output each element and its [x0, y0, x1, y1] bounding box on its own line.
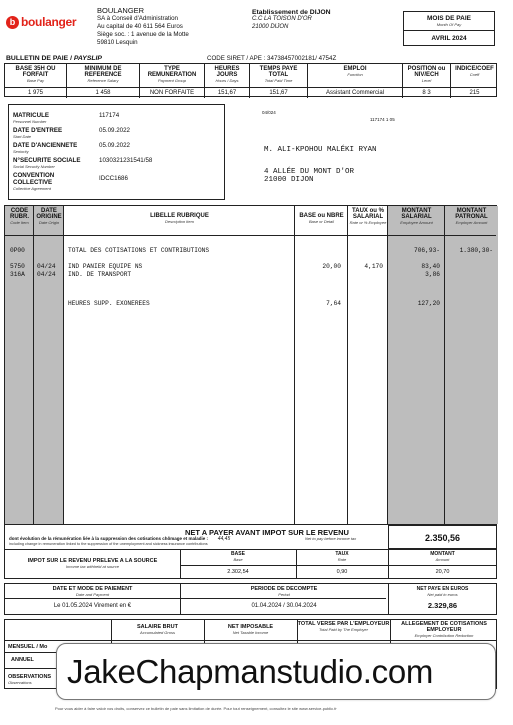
- totals-row-label: ANNUEL: [11, 657, 34, 663]
- establishment-line: C.C LA TOISON D'OR: [252, 16, 312, 22]
- bulletin-title-italic: PAYSLIP: [73, 55, 102, 62]
- employee-info-value: 1030321231541/58: [99, 157, 153, 164]
- totals-header-cell: NET IMPOSABLE Net Taxable Income: [227, 624, 274, 635]
- address-small-left: 04/024: [262, 110, 276, 115]
- employee-info-value: IDCC1686: [99, 175, 128, 182]
- net-pay-note: dont évolution de la rémunération liée à la suppression des cotisations chômage et maladie : 44,45 including change in remuneration linked to the suppression of the unemployment and sickness insurance contributions: [9, 536, 231, 546]
- summary-value: NON FORFAITE: [140, 88, 205, 98]
- employee-info-box: [8, 104, 225, 200]
- logo-badge-icon: b: [6, 16, 19, 29]
- recipient-name: M. ALI-KPOHOU MALÉKI RYAN: [264, 146, 377, 154]
- bulletin-title-main: BULLETIN DE PAIE /: [6, 55, 74, 62]
- employee-info-row: MATRICULE Personnel Number: [13, 112, 49, 124]
- employer-address-line: SA à Conseil d'Administration: [97, 15, 178, 22]
- summary-value: 1 975: [5, 88, 67, 98]
- pay-lines-header-cell: CODE RUBR. Code Item: [10, 208, 29, 225]
- pay-lines-header-cell: BASE ou NBRE Base or Detail: [299, 213, 344, 224]
- establishment-line: 21000 DIJON: [252, 23, 289, 30]
- logo-text: boulanger: [21, 15, 77, 29]
- summary-value: 8 3: [403, 88, 451, 98]
- payment-period: PERIODE DE DECOMPTE Period: [250, 586, 318, 597]
- pay-month-value: AVRIL 2024: [431, 35, 467, 42]
- pay-lines-table: [4, 205, 497, 525]
- payment-date-value: Le 01.05.2024 Virement en €: [53, 603, 132, 609]
- summary-header-cell: BASE 35H OU FORFAIT Base Pay: [5, 64, 67, 87]
- pay-lines-header-cell: DATE ORIGINE Date Origin: [36, 208, 62, 225]
- watermark-text: JakeChapmanstudio.com: [67, 653, 434, 690]
- employer-name: BOULANGER: [97, 6, 145, 15]
- summary-header-row: [5, 64, 496, 88]
- pay-line-row: 0P00 TOTAL DES COTISATIONS ET CONTRIBUTIONS 706,93- 1.380,30-: [10, 247, 493, 254]
- payment-section: [4, 583, 497, 615]
- pay-lines-header-cell: MONTANT PATRONAL Employer Amount: [455, 208, 488, 225]
- company-logo: [6, 16, 94, 30]
- establishment-block: [252, 9, 382, 31]
- net-pay-title: NET A PAYER AVANT IMPOT SUR LE REVENU: [185, 528, 349, 537]
- summary-value: 151,67: [250, 88, 308, 98]
- pay-month-label: MOIS DE PAIE: [427, 15, 471, 22]
- employee-info-value: 117174: [99, 112, 120, 119]
- summary-value: 1 458: [67, 88, 140, 98]
- totals-header-cell: SALAIRE BRUT Accumulated Gross: [137, 624, 178, 635]
- pay-line-row: 5750 04/24 IND PANIER EQUIPE NS 20,00 4,170 83,40: [10, 263, 440, 270]
- pay-month-box: [403, 11, 495, 46]
- payment-period-value: 01.04.2024 / 30.04.2024: [251, 603, 317, 609]
- establishment-title: Etablissement de DIJON: [252, 9, 331, 16]
- summary-header-cell: TEMPS PAYE TOTAL Total Paid Time: [250, 64, 308, 87]
- summary-header-cell: POSITION ou NIV/ECH Level: [403, 64, 451, 87]
- pay-lines-header-cell: TAUX ou % SALARIAL Rate or % Employee: [349, 208, 387, 225]
- pay-line-row: 316A 04/24 IND. DE TRANSPORT 3,86: [10, 271, 440, 278]
- employer-address-line: 59810 Lesquin: [97, 39, 138, 46]
- address-small-right: 117174 1 05: [370, 117, 395, 122]
- employer-block: [97, 6, 247, 47]
- recipient-address-line: 4 ALLÉE DU MONT D'OR: [264, 168, 355, 176]
- totals-header-cell: ALLEGEMENT DE COTISATIONS EMPLOYEUR Employer Contribution Reduction: [401, 621, 487, 638]
- footer-note: Pour vous aider à faire valoir vos droits, conservez ce bulletin de paie sans limitation de durée. Pour tout renseignement, consultez le site www.service-public.fr: [55, 706, 337, 711]
- recipient-address-line: 21000 DIJON: [264, 176, 314, 184]
- watermark-banner: [56, 643, 496, 700]
- totals-row-label: MENSUEL / Mo: [8, 644, 48, 650]
- employee-info-row: DATE D'ANCIENNETE Seniority: [13, 142, 78, 154]
- pay-line-row: HEURES SUPP. EXONEREES 7,64 127,20: [68, 300, 440, 307]
- net-pay-value: 2.350,56: [388, 525, 497, 549]
- summary-header-cell: HEURES JOURS Hours / Days: [205, 64, 250, 87]
- employer-address-line: Au capital de 40 611 564 Euros: [97, 23, 183, 30]
- pay-lines-header-cell: MONTANT SALARIAL Employee Amount: [400, 208, 433, 225]
- summary-header-cell: TYPE REMUNERATION Payment Group: [140, 64, 205, 87]
- employee-info-row: DATE D'ENTREE Start Date: [13, 127, 63, 139]
- payment-date: DATE ET MODE DE PAIEMENT Date and Payment: [52, 586, 133, 597]
- net-paid: NET PAYE EN EUROS Net paid in euros 2.329,86: [416, 586, 469, 610]
- observations-label: OBSERVATIONS Observations: [8, 674, 52, 685]
- summary-header-cell: EMPLOI Function: [308, 64, 403, 87]
- employee-info-row: CONVENTION COLLECTIVE Collective Agreement: [13, 172, 55, 191]
- pay-lines-header-cell: LIBELLE RUBRIQUE Description Item: [150, 213, 209, 224]
- summary-table: [4, 63, 497, 97]
- net-pay-title-sub: Net to pay before income tax: [305, 536, 357, 541]
- tax-rate: TAUX Rate 0,90: [335, 551, 349, 575]
- summary-value: Assistant Commercial: [308, 88, 403, 98]
- tax-section: [4, 549, 497, 579]
- totals-header-cell: TOTAL VERSE PAR L'EMPLOYEUR Total Paid by The Employer: [297, 621, 390, 632]
- summary-value-row: [5, 88, 496, 98]
- tax-label-block: IMPOT SUR LE REVENU PRELEVE A LA SOURCE Income tax withheld at source: [27, 558, 158, 569]
- net-pay-section: [4, 525, 497, 549]
- employee-info-value: 05.09.2022: [99, 142, 130, 149]
- bulletin-title: [6, 55, 102, 62]
- summary-value: 151,67: [205, 88, 250, 98]
- summary-header-cell: INDICE/COEF Coeff: [455, 66, 494, 77]
- tax-amount: MONTANT Amount 20,70: [430, 551, 455, 575]
- employee-info-row: N°SECURITE SOCIALE Social Security Number: [13, 157, 81, 169]
- pay-lines-header: [5, 206, 496, 236]
- summary-value: 215: [469, 90, 480, 96]
- siret-code: CODE SIRET / APE : 34738457002181/ 4754Z: [207, 55, 337, 62]
- summary-header-cell: MINIMUM DE REFERENCE Reference Salary: [67, 64, 140, 87]
- employer-address-line: Siège soc. : 1 avenue de la Motte: [97, 31, 189, 38]
- tax-base: BASE Base 2.302,54: [227, 551, 249, 575]
- pay-month-sub: Month Of Pay: [436, 22, 462, 27]
- employee-info-value: 05.09.2022: [99, 127, 130, 134]
